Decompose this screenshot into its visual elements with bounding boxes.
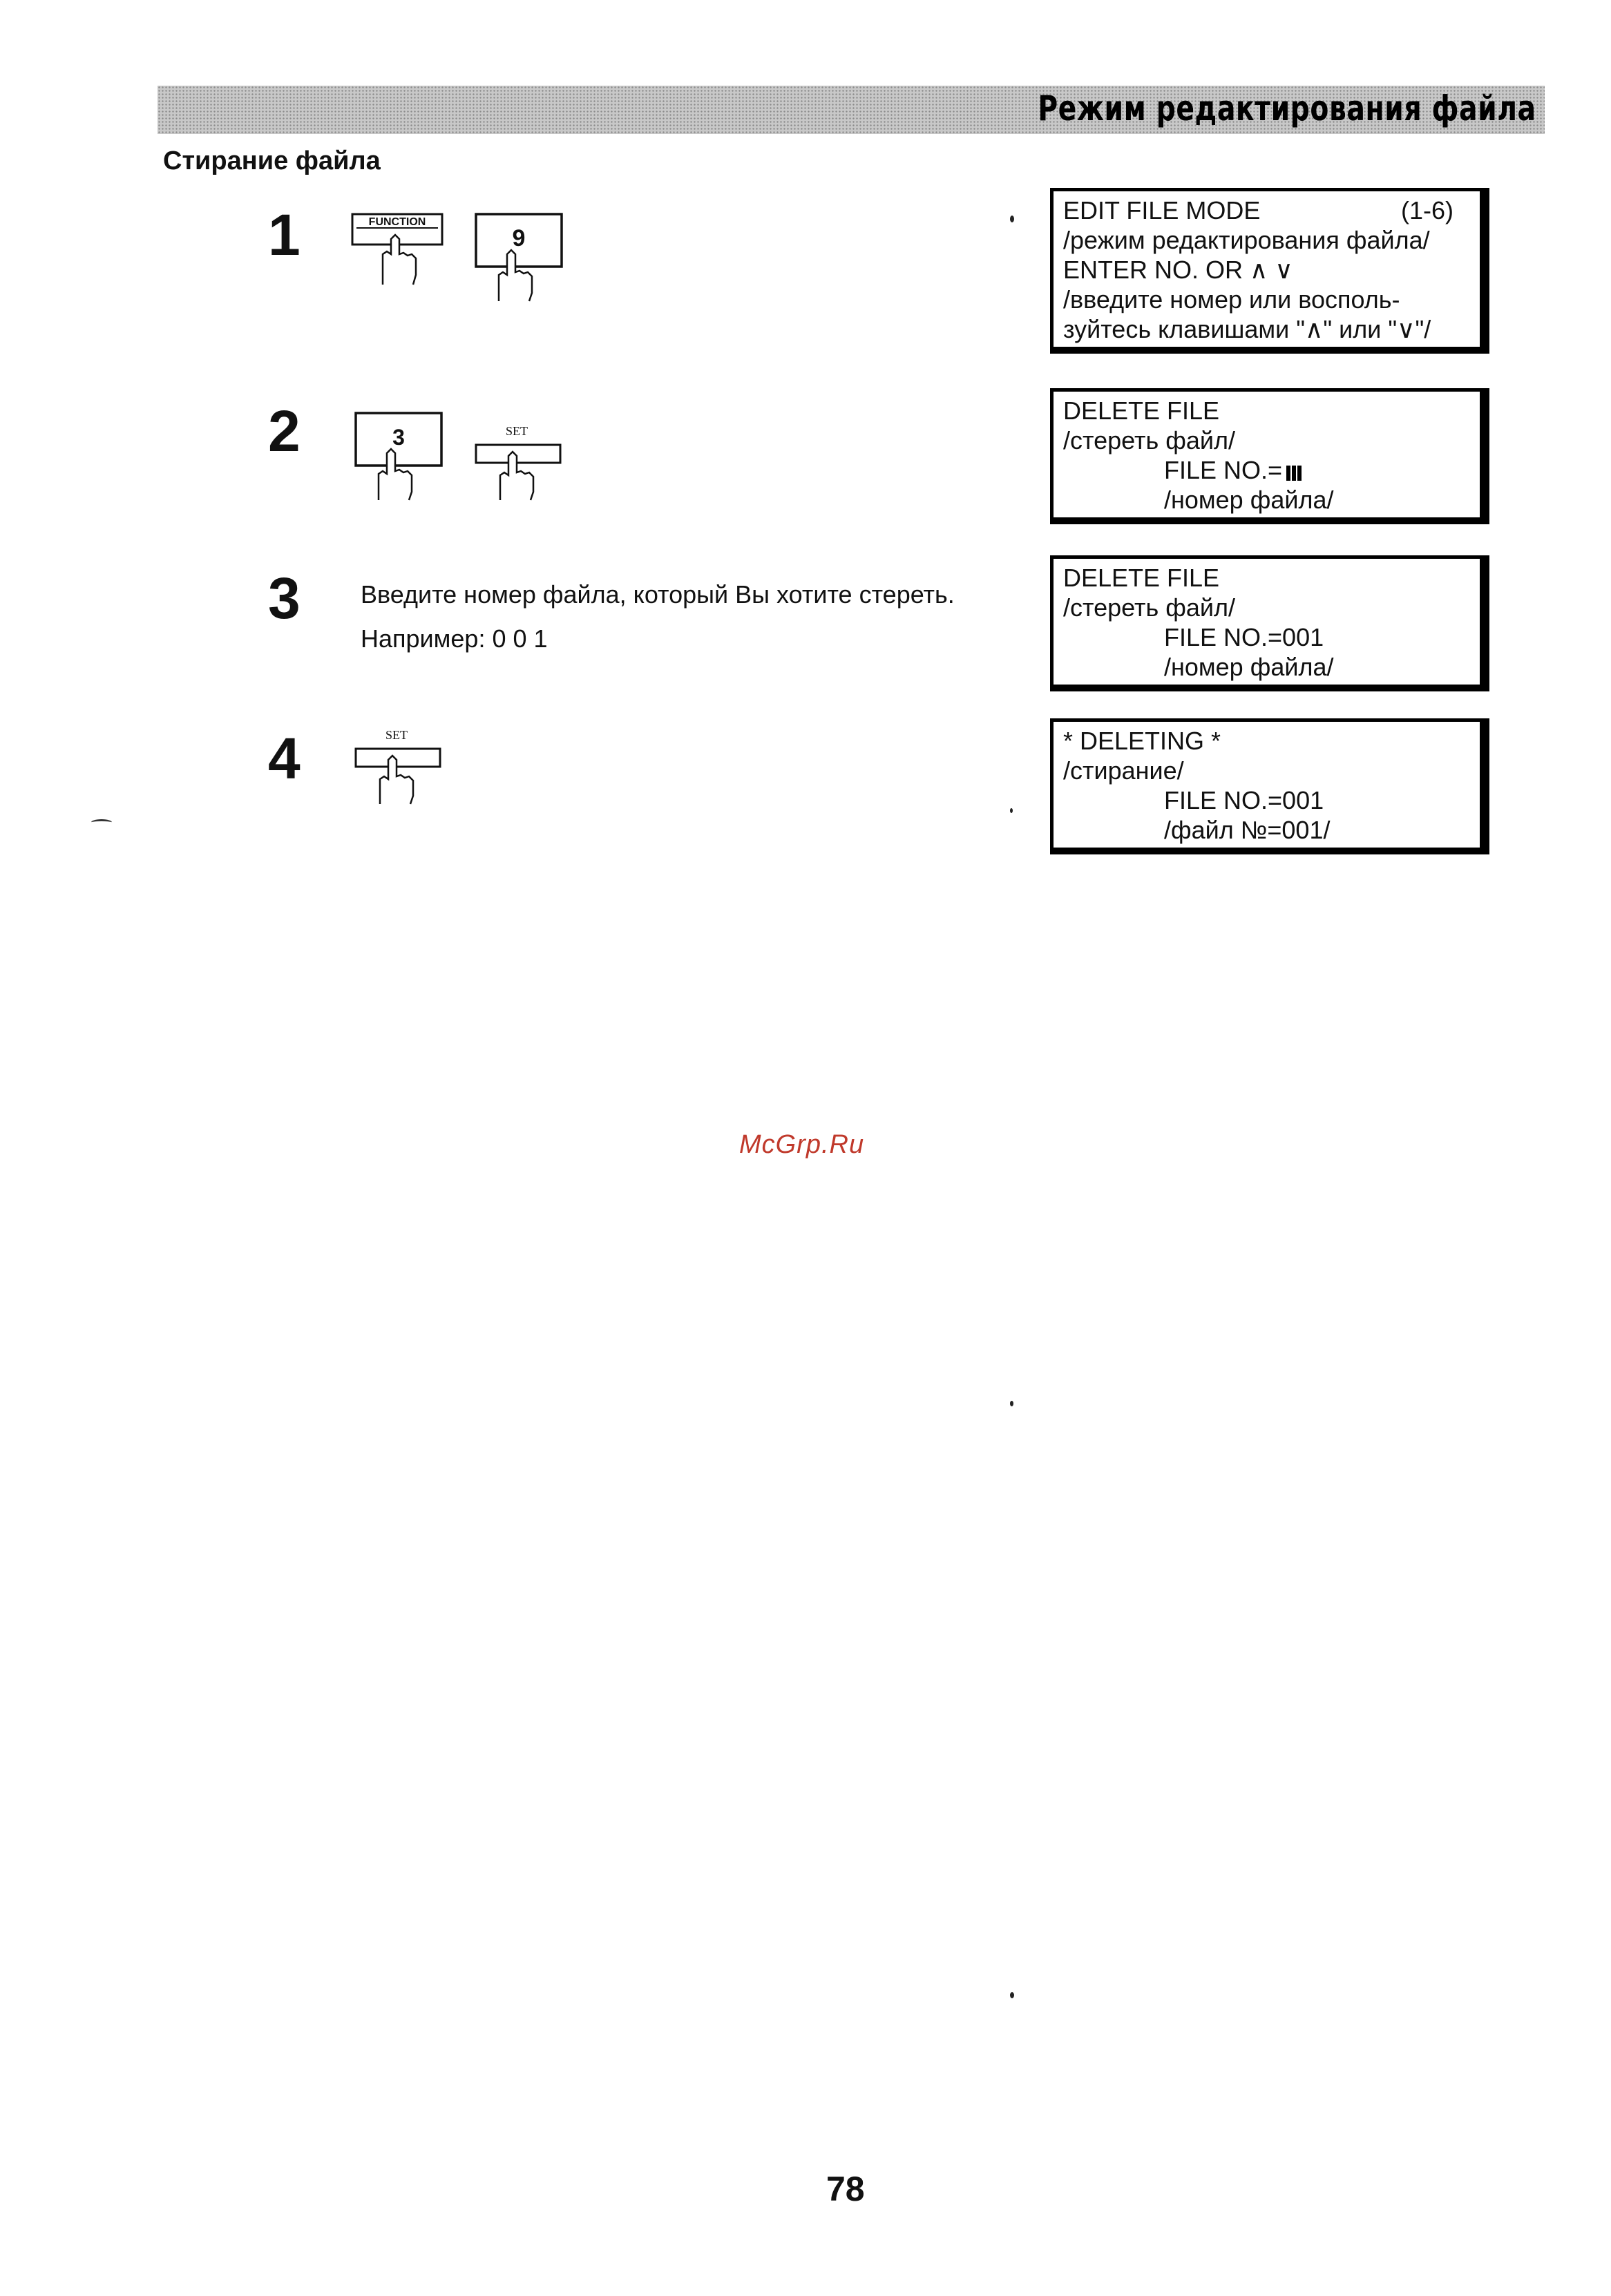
lcd-line: зуйтесь клавишами "∧" или "∨"/ <box>1063 315 1431 343</box>
lcd-line: DELETE FILE <box>1063 396 1220 425</box>
header-bar <box>158 86 1545 134</box>
set-key-label: SET <box>385 728 408 742</box>
lcd-display-delete-file-entered <box>1050 555 1489 691</box>
lcd-line: DELETE FILE <box>1063 564 1220 592</box>
key-9[interactable] <box>474 211 565 305</box>
lcd-line: /номер файла/ <box>1164 486 1334 514</box>
page-number: 78 <box>826 2170 865 2208</box>
set-key[interactable] <box>474 421 564 503</box>
lcd-line: /режим редактирования файла/ <box>1063 226 1430 254</box>
page-header-title: Режим редактирования файла <box>1038 88 1536 128</box>
lcd-line <box>1063 195 1473 225</box>
scan-speck <box>1010 1401 1013 1406</box>
step-number-1: 1 <box>268 202 301 267</box>
lcd-display-delete-file <box>1050 388 1489 524</box>
scan-speck <box>1010 808 1013 813</box>
step-number-3: 3 <box>268 566 301 631</box>
lcd-display-deleting <box>1050 718 1489 854</box>
scan-speck <box>1010 216 1014 222</box>
step-3-example: Например: 0 0 1 <box>361 624 548 653</box>
key-3[interactable] <box>354 410 445 504</box>
watermark: McGrp.Ru <box>739 1130 865 1159</box>
lcd-line: /файл №=001/ <box>1164 816 1331 844</box>
lcd-line <box>1063 455 1473 485</box>
lcd-line: ENTER NO. OR ∧ ∨ <box>1063 256 1293 284</box>
lcd-line: /номер файла/ <box>1164 653 1334 681</box>
key-3-label: 3 <box>392 425 405 450</box>
lcd-line: /введите номер или восполь- <box>1063 285 1400 314</box>
scan-speck <box>1010 1992 1014 1998</box>
step-number-2: 2 <box>268 399 301 463</box>
function-key-label: FUNCTION <box>368 216 426 228</box>
step-number-4: 4 <box>268 726 301 791</box>
function-key[interactable] <box>351 211 445 287</box>
lcd-range-text: (1-6) <box>1400 196 1453 224</box>
lcd-line: FILE NO.=001 <box>1164 786 1324 814</box>
key-9-label: 9 <box>512 225 526 251</box>
lcd-line: /стереть файл/ <box>1063 593 1235 622</box>
set-key[interactable] <box>354 725 444 807</box>
scan-mark <box>91 819 112 825</box>
input-cursor-icon <box>1286 457 1303 487</box>
section-title: Стирание файла <box>163 146 381 175</box>
step-3-instruction: Введите номер файла, который Вы хотите стереть. <box>361 580 955 609</box>
lcd-line: /стирание/ <box>1063 756 1184 785</box>
lcd-line: FILE NO.=001 <box>1164 623 1324 651</box>
lcd-file-no-label: FILE NO.= <box>1164 456 1283 484</box>
lcd-line: * DELETING * <box>1063 727 1221 755</box>
set-key-label: SET <box>505 424 528 438</box>
lcd-mode-text: EDIT FILE MODE <box>1063 196 1261 224</box>
lcd-line: /стереть файл/ <box>1063 426 1235 455</box>
lcd-display-edit-file-mode <box>1050 188 1489 354</box>
